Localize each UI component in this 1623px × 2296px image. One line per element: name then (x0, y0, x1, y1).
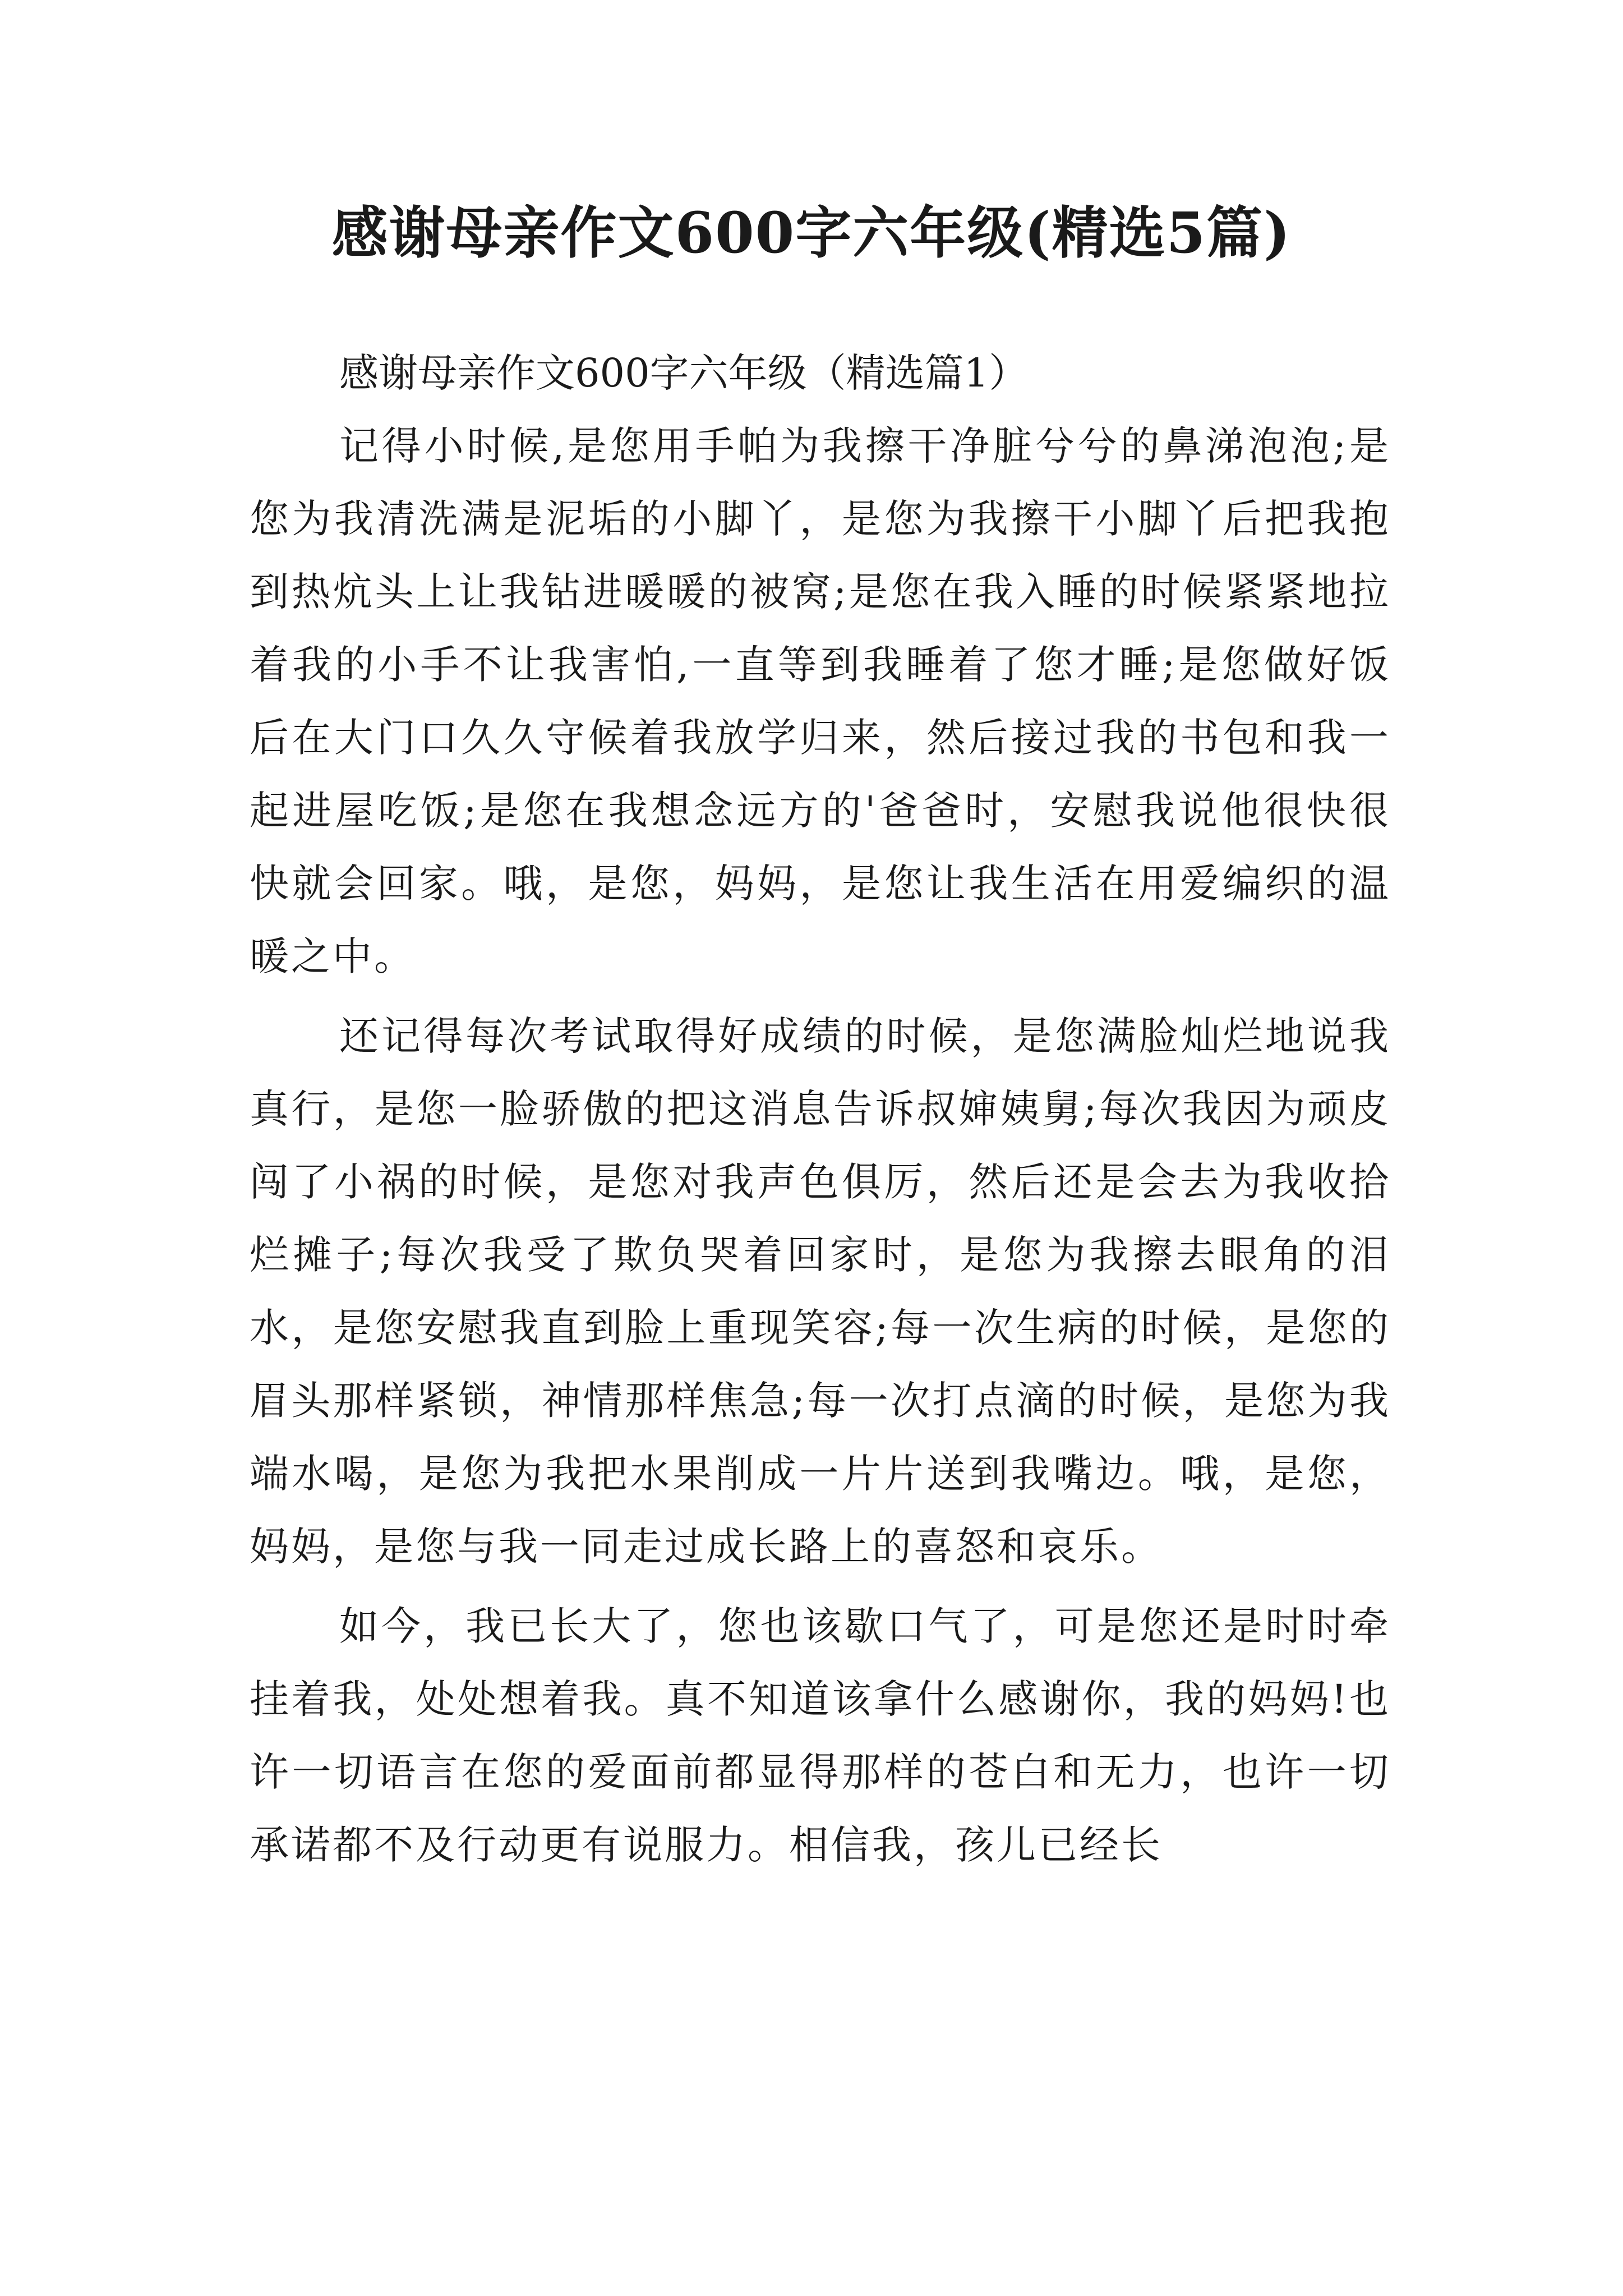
document-title: 感谢母亲作文600字六年级(精选5篇) (331, 200, 1292, 266)
section-heading: 感谢母亲作文600字六年级（精选篇1） (339, 350, 1029, 396)
paragraph-1: 记得小时候,是您用手帕为我擦干净脏兮兮的鼻涕泡泡;是您为我清洗满是泥垢的小脚丫，是您为我擦干小脚丫后把我抱到热炕头上让我钻进暖暖的被窝;是您在我入睡的时候紧紧地拉着我的小手不让我害怕,一直等到我睡着了您才睡;是您做好饭后在大门口久久守候着我放学归来，然后接过我的书包和我一起进屋吃饭;是您在我想念远方的'爸爸时，安慰我说他很快很快就会回家。哦，是您，妈妈，是您让我生活在用爱编织的温暖之中。 (250, 423, 1391, 979)
paragraph-2: 还记得每次考试取得好成绩的时候，是您满脸灿烂地说我真行，是您一脸骄傲的把这消息告诉叔婶姨舅;每次我因为顽皮闯了小祸的时候，是您对我声色俱厉，然后还是会去为我收拾烂摊子;每次我受了欺负哭着回家时，是您为我擦去眼角的泪水，是您安慰我直到脸上重现笑容;每一次生病的时候，是您的眉头那样紧锁，神情那样焦急;每一次打点滴的时候，是您为我端水喝，是您为我把水果削成一片片送到我嘴边。哦，是您，妈妈，是您与我一同走过成长路上的喜怒和哀乐。 (250, 1013, 1391, 1570)
document-body (250, 337, 1391, 1881)
paragraph-3: 如今，我已长大了，您也该歇口气了，可是您还是时时牵挂着我，处处想着我。真不知道该拿什么感谢你，我的妈妈!也许一切语言在您的爱面前都显得那样的苍白和无力，也许一切承诺都不及行动更有说服力。相信我，孩儿已经长 (250, 1603, 1391, 1868)
